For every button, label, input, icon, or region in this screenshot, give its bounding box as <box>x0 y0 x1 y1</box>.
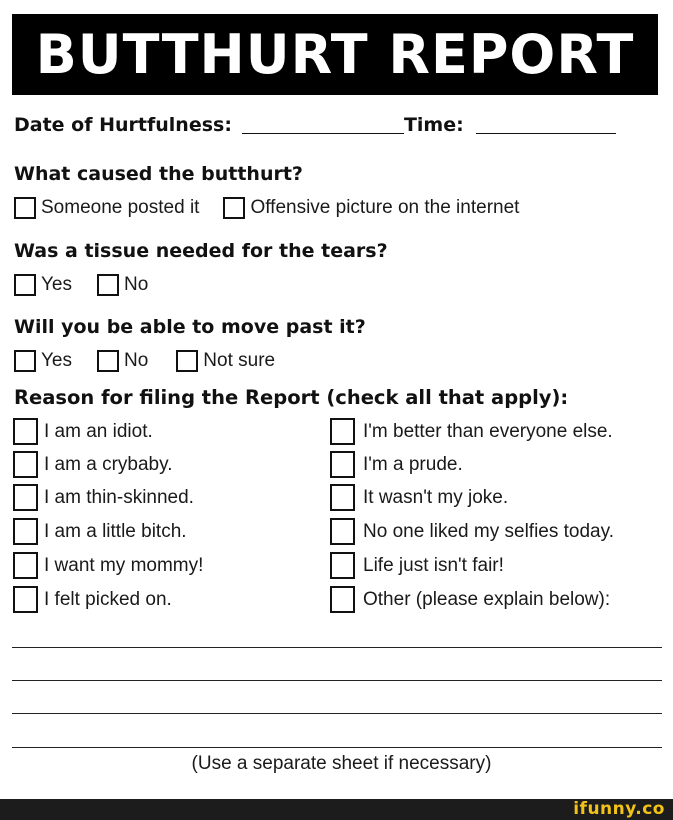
reason-label: I want my mommy! <box>44 554 204 576</box>
option-offensive-picture[interactable] <box>223 197 519 219</box>
reason-selfies[interactable] <box>330 518 614 545</box>
reason-label: I felt picked on. <box>44 588 172 610</box>
reasons-heading-row <box>14 386 568 409</box>
checkbox[interactable] <box>13 552 38 579</box>
reason-little[interactable] <box>13 518 187 545</box>
option-tissue-no[interactable] <box>97 274 148 296</box>
reason-prude[interactable] <box>330 451 463 478</box>
option-label: Not sure <box>203 350 276 371</box>
reason-idiot[interactable] <box>13 418 153 445</box>
reason-label: I am a crybaby. <box>44 453 173 475</box>
date-field[interactable] <box>242 116 404 134</box>
reason-label: It wasn't my joke. <box>363 486 509 508</box>
checkbox[interactable] <box>13 451 38 478</box>
option-move-yes[interactable] <box>14 350 72 372</box>
reason-mommy[interactable] <box>13 552 203 579</box>
option-label: No <box>124 274 149 295</box>
reason-crybaby[interactable] <box>13 451 172 478</box>
reason-picked-on[interactable] <box>13 586 172 613</box>
checkbox[interactable] <box>330 484 355 511</box>
checkbox[interactable] <box>223 197 245 219</box>
checkbox[interactable] <box>13 418 38 445</box>
reason-other[interactable] <box>330 586 610 613</box>
option-label: Yes <box>41 274 72 295</box>
checkbox[interactable] <box>330 552 355 579</box>
explanation-line[interactable] <box>12 680 662 681</box>
explanation-line[interactable] <box>12 647 662 648</box>
date-time-row <box>14 114 616 136</box>
reason-label: Life just isn't fair! <box>363 554 504 576</box>
option-move-no[interactable] <box>97 350 148 372</box>
reasons-heading: Reason for filing the Report (check all that apply): <box>14 386 569 409</box>
checkbox[interactable] <box>97 274 119 296</box>
move-past-options <box>14 350 275 372</box>
time-label: Time: <box>403 114 464 136</box>
footer-note-text: (Use a separate sheet if necessary) <box>191 753 492 774</box>
option-tissue-yes[interactable] <box>14 274 72 296</box>
checkbox[interactable] <box>330 586 355 613</box>
cause-options <box>14 197 519 219</box>
option-someone-posted[interactable] <box>14 197 199 219</box>
question-cause-text: What caused the butthurt? <box>14 163 303 185</box>
question-move-past <box>14 316 366 338</box>
option-move-not-sure[interactable] <box>176 350 275 372</box>
explanation-line[interactable] <box>12 747 662 748</box>
question-tissue-text: Was a tissue needed for the tears? <box>14 240 388 262</box>
reason-better-than-everyone[interactable] <box>330 418 613 445</box>
date-label: Date of Hurtfulness: <box>14 114 232 136</box>
checkbox[interactable] <box>97 350 119 372</box>
reason-label: No one liked my selfies today. <box>363 520 614 542</box>
checkbox[interactable] <box>13 518 38 545</box>
checkbox[interactable] <box>14 197 36 219</box>
footer-note <box>0 753 673 775</box>
checkbox[interactable] <box>13 484 38 511</box>
question-tissue <box>14 240 388 262</box>
reason-label: Other (please explain below): <box>363 588 611 610</box>
checkbox[interactable] <box>14 350 36 372</box>
question-move-past-text: Will you be able to move past it? <box>14 316 366 338</box>
report-title-banner <box>12 14 658 95</box>
option-label: Someone posted it <box>41 197 200 218</box>
report-title: BUTTHURT REPORT <box>35 23 635 86</box>
checkbox[interactable] <box>330 451 355 478</box>
checkbox[interactable] <box>13 586 38 613</box>
time-field[interactable] <box>476 116 616 134</box>
explanation-line[interactable] <box>12 713 662 714</box>
reason-label: I'm a prude. <box>363 453 463 475</box>
checkbox[interactable] <box>330 418 355 445</box>
reason-not-my-joke[interactable] <box>330 484 508 511</box>
ifunny-watermark: ifunny.co <box>573 799 665 819</box>
reason-label: I am thin-skinned. <box>44 486 194 508</box>
checkbox[interactable] <box>330 518 355 545</box>
checkbox[interactable] <box>14 274 36 296</box>
reason-thin-skinned[interactable] <box>13 484 194 511</box>
reason-not-fair[interactable] <box>330 552 504 579</box>
checkbox[interactable] <box>176 350 198 372</box>
reason-label: I am an idiot. <box>44 420 153 442</box>
question-cause <box>14 163 303 185</box>
option-label: No <box>124 350 149 371</box>
tissue-options <box>14 274 148 296</box>
reason-label: I'm better than everyone else. <box>363 420 613 442</box>
reason-label: I am a little bitch. <box>44 520 187 542</box>
option-label: Yes <box>41 350 72 371</box>
option-label: Offensive picture on the internet <box>250 197 520 218</box>
watermark-bar <box>0 799 673 820</box>
